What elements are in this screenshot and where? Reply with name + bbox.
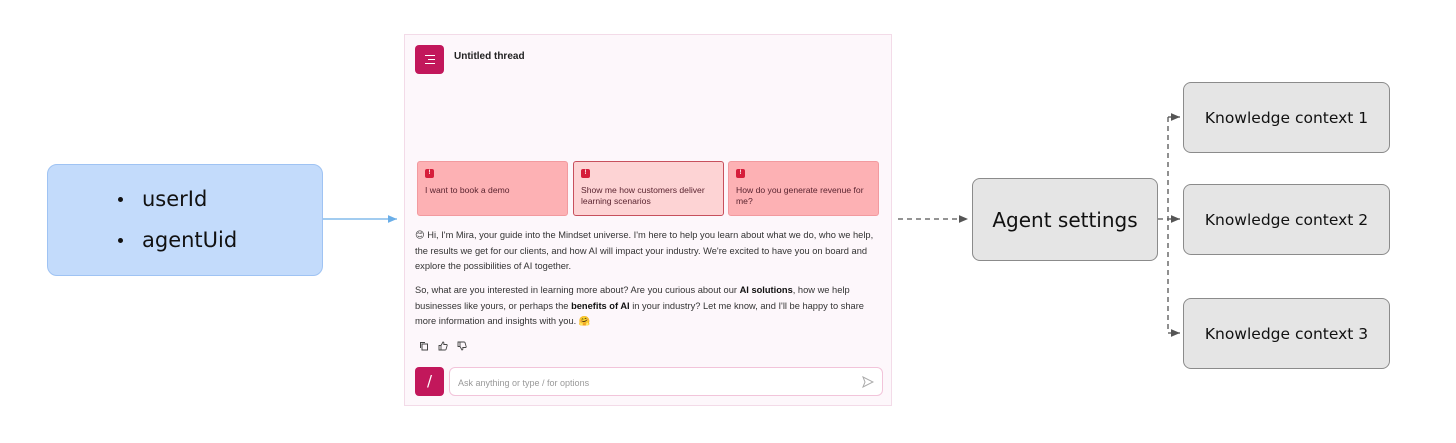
bullet-icon (118, 238, 123, 243)
param-item: agentUid (118, 226, 237, 267)
bullet-icon (118, 197, 123, 202)
menu-line (428, 59, 435, 60)
menu-line (425, 55, 435, 56)
knowledge-context-label: Knowledge context 2 (1204, 210, 1369, 229)
knowledge-context-node (1183, 184, 1390, 255)
agent-settings-label: Agent settings (992, 207, 1138, 232)
chat-panel (404, 34, 892, 406)
menu-button[interactable] (415, 45, 444, 74)
alert-icon: ! (425, 169, 434, 178)
knowledge-context-node (1183, 298, 1390, 369)
assistant-message-p2: So, what are you interested in learning more about? Are you curious about our AI solutions, how we help businesses like yours, or perhaps the benefits of AI in your industry? Let me know, and I'll be happy to share more information and insights with you. 🤗 (415, 285, 864, 326)
menu-line (425, 63, 435, 64)
chat-input-box (449, 367, 883, 396)
alert-icon: ! (736, 169, 745, 178)
knowledge-context-label: Knowledge context 3 (1204, 324, 1369, 343)
thread-title: Untitled thread (454, 51, 525, 62)
chat-input[interactable] (456, 373, 850, 392)
params-box (47, 164, 323, 276)
suggestion-text: How do you generate revenue for me? (736, 185, 864, 206)
alert-icon: ! (581, 169, 590, 178)
suggestion-text: I want to book a demo (425, 185, 510, 195)
agent-trunk-line (1158, 117, 1168, 333)
agent-settings-node (972, 178, 1158, 261)
thumbs-down-icon[interactable] (457, 341, 467, 351)
suggestion-card[interactable] (417, 161, 568, 216)
send-icon[interactable] (862, 376, 874, 388)
param-item: userId (118, 185, 237, 226)
suggestion-text: Show me how customers deliver learning scenarios (581, 185, 705, 206)
knowledge-context-node (1183, 82, 1390, 153)
suggestion-card[interactable] (728, 161, 879, 216)
thumbs-up-icon[interactable] (438, 341, 448, 351)
assistant-message-p1: 😊 Hi, I'm Mira, your guide into the Mindset universe. I'm here to help you learn about what we do, who we help, the results we get for our clients, and how AI will impact your industry. We're excited to have you on board and explore the possibilities of AI together. (415, 230, 874, 271)
knowledge-context-label: Knowledge context 1 (1204, 108, 1369, 127)
command-button[interactable]: / (415, 367, 444, 396)
params-list (118, 185, 237, 267)
suggestion-card[interactable] (573, 161, 724, 216)
copy-icon[interactable] (419, 341, 429, 351)
